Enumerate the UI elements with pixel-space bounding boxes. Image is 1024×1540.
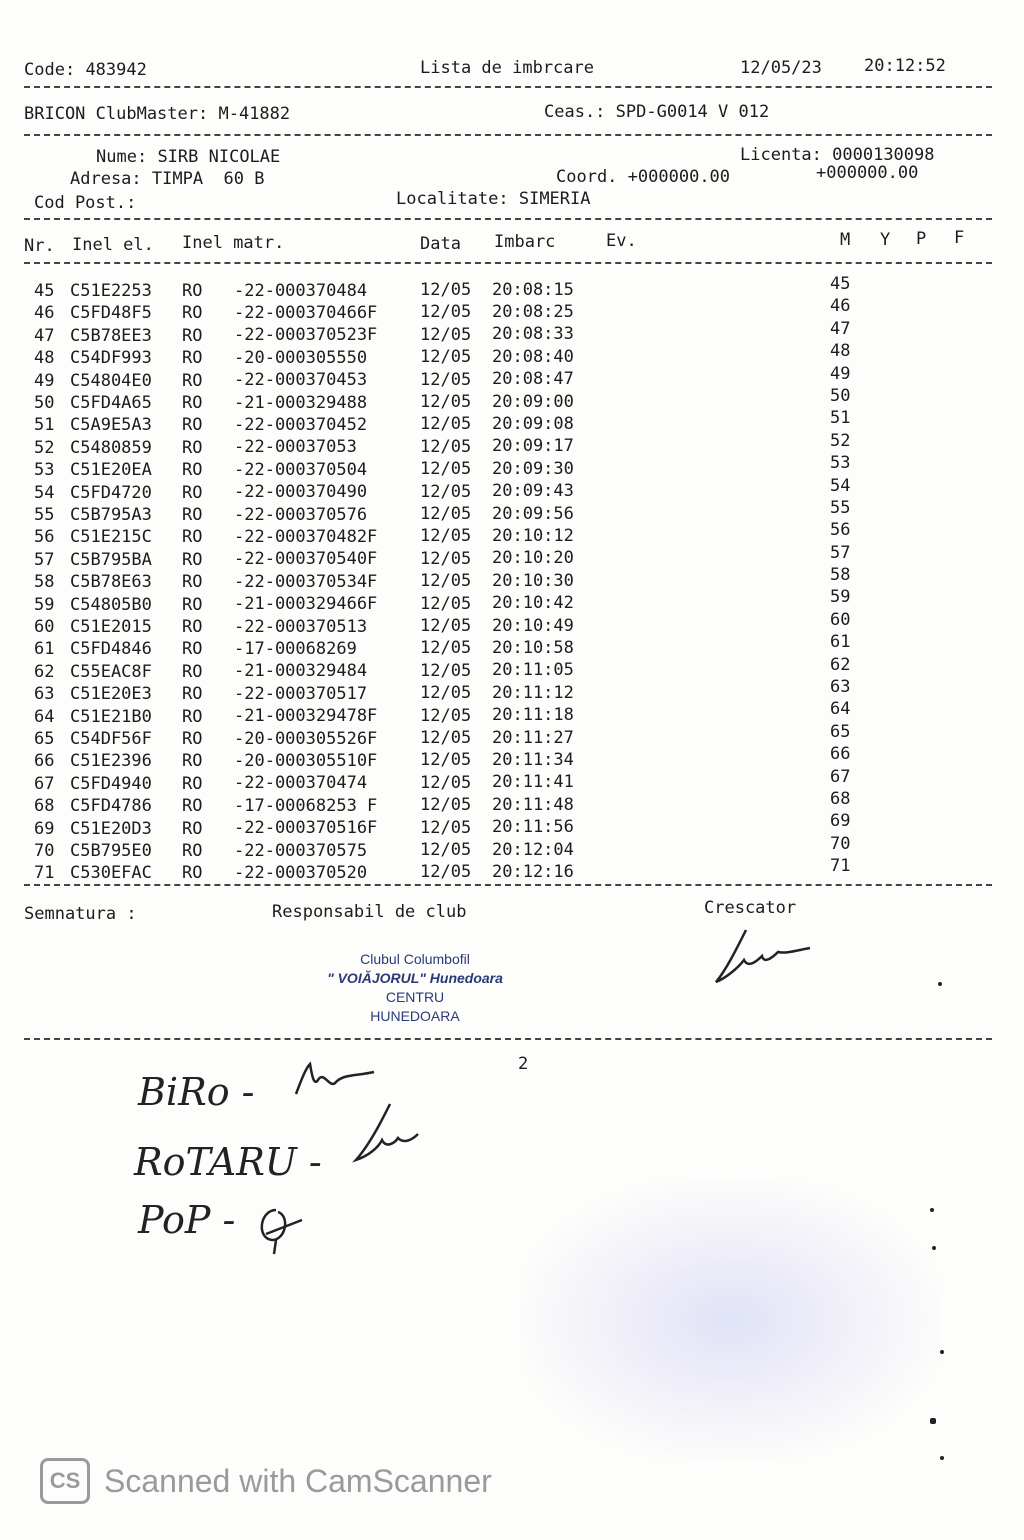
row-country: RO [182,281,203,301]
row-country: RO [182,841,203,861]
m-column [830,273,850,878]
row-nr: 48 [34,348,55,369]
row-inel-matr: -22-000370517 [234,683,368,704]
row-inel-el: C51E2015 [70,617,152,637]
row-date: 12/05 [420,481,472,502]
row-country: RO [182,325,203,346]
row-time: 20:09:30 [492,458,574,479]
row-m-value: 71 [830,856,851,877]
licenta-label: Licenta: [740,145,822,165]
row-country: RO [182,729,203,749]
row-inel-matr: -20-000305510F [234,750,378,771]
row-nr: 56 [34,527,55,548]
handwritten-pop: PoP - [138,1198,236,1242]
row-time: 20:08:40 [492,346,574,367]
coord-field [556,167,730,187]
divider [24,884,992,886]
row-nr: 67 [34,773,55,794]
row-inel-el: C51E215C [70,527,152,548]
row-time: 20:09:00 [492,391,574,412]
divider [24,86,992,88]
nume-field [96,147,280,167]
coord-label: Coord. [556,167,618,187]
col-nr: Nr. [24,236,55,256]
row-inel-matr: -22-000370453 [234,370,368,391]
row-m-value: 65 [830,721,851,742]
row-country: RO [182,706,203,727]
code-label: Code: [24,60,76,80]
row-m-value: 52 [830,430,851,451]
row-m-value: 54 [830,475,851,496]
row-inel-matr: -22-000370534F [234,571,378,592]
row-inel-matr: -22-000370516F [234,818,378,839]
row-m-value: 51 [830,408,851,429]
col-inel-el: Inel el. [72,235,154,255]
ceas-label: Ceas.: [544,102,606,122]
stamp-line-4: HUNEDOARA [370,1008,460,1024]
page-number: 2 [518,1054,529,1074]
row-nr: 71 [34,863,55,884]
row-date: 12/05 [420,526,472,547]
row-time: 20:11:48 [492,794,574,815]
row-date: 12/05 [420,414,472,435]
row-inel-el: C5FD4A65 [70,393,152,413]
row-m-value: 50 [830,385,851,406]
row-inel-matr: -22-000370513 [234,616,368,637]
row-m-value: 45 [830,274,851,294]
row-m-value: 46 [830,296,851,317]
row-inel-matr: -22-000370490 [234,482,368,503]
row-nr: 55 [34,505,55,525]
row-time: 20:10:42 [492,593,574,614]
speck [930,1418,936,1424]
row-date: 12/05 [420,660,472,681]
row-inel-matr: -22-000370474 [234,773,368,794]
row-country: RO [182,796,203,817]
row-time: 20:09:17 [492,436,574,457]
row-country: RO [182,572,203,593]
col-data: Data [420,234,461,254]
row-m-value: 58 [830,565,851,586]
row-inel-el: C5FD4846 [70,639,152,660]
row-time: 20:08:47 [492,369,574,390]
row-nr: 65 [34,729,55,749]
row-inel-matr: -17-00068253 F [234,795,378,816]
row-m-value: 56 [830,520,851,541]
row-inel-matr: -21-000329466F [234,594,378,615]
row-country: RO [182,437,203,458]
divider [24,1038,992,1040]
row-m-value: 66 [830,744,851,765]
row-inel-el: C54805B0 [70,594,152,615]
row-date: 12/05 [420,369,472,390]
row-time: 20:11:27 [492,727,574,748]
row-country: RO [182,617,203,637]
row-time: 20:11:18 [492,705,574,726]
row-date: 12/05 [420,638,472,659]
row-country: RO [182,370,203,391]
localitate-label: Localitate: [396,189,509,209]
row-m-value: 63 [830,677,851,698]
camscanner-logo-icon: CS [40,1458,90,1504]
row-inel-matr: -22-000370523F [234,325,378,346]
rotaru-signature [350,1100,430,1170]
semnatura-label: Semnatura : [24,904,137,924]
row-inel-el: C51E20D3 [70,818,152,839]
row-inel-el: C55EAC8F [70,661,152,682]
col-inel-matr: Inel matr. [182,233,285,253]
clubmaster-label: BRICON ClubMaster: [24,104,209,124]
row-nr: 69 [34,818,55,839]
header-time: 20:12:52 [864,56,946,76]
row-inel-el: C530EFAC [70,863,152,884]
row-time: 20:10:58 [492,637,574,658]
localitate-value: SIMERIA [518,189,591,209]
row-inel-el: C54804E0 [70,370,152,391]
header-date: 12/05/23 [740,58,822,78]
row-time: 20:12:16 [492,861,574,882]
row-nr: 45 [34,281,55,301]
row-time: 20:08:33 [492,324,574,345]
row-nr: 58 [34,572,55,593]
code-field [24,60,147,80]
row-nr: 47 [34,325,55,346]
row-inel-el: C5B795A3 [70,505,152,525]
row-nr: 52 [34,437,55,458]
row-time: 20:11:56 [492,817,574,838]
row-inel-el: C5FD48F5 [70,303,152,324]
row-date: 12/05 [420,571,472,592]
row-inel-matr: -22-000370466F [234,302,378,323]
row-date: 12/05 [420,750,472,771]
row-time: 20:10:20 [492,548,574,569]
col-m: M [840,230,851,250]
coord-x: +000000.00 [627,167,731,187]
row-inel-matr: -22-000370520 [234,862,368,883]
row-m-value: 48 [830,341,851,362]
row-country: RO [182,505,203,525]
row-nr: 60 [34,617,55,637]
nume-value: SIRB NICOLAE [157,147,281,167]
row-inel-matr: -20-000305526F [234,728,378,749]
row-time: 20:08:25 [492,301,574,322]
row-nr: 46 [34,303,55,324]
scan-discoloration [520,1180,940,1460]
col-ev: Ev. [606,231,637,251]
row-date: 12/05 [420,795,472,816]
row-date: 12/05 [420,459,472,480]
row-nr: 50 [34,393,55,413]
speck [940,1456,944,1460]
row-country: RO [182,661,203,682]
pop-signature [246,1198,316,1258]
row-inel-el: C5FD4786 [70,796,152,817]
speck [932,1246,936,1250]
col-y: Y [880,230,891,250]
row-inel-matr: -22-000370482F [234,526,378,547]
row-m-value: 70 [830,833,851,854]
document-title: Lista de imbrcare [420,58,594,78]
row-inel-el: C5A9E5A3 [70,415,152,436]
row-inel-el: C5B795BA [70,549,152,570]
row-inel-matr: -22-000370504 [234,459,368,480]
row-inel-el: C5480859 [70,437,152,458]
row-time: 20:12:04 [492,839,574,860]
row-country: RO [182,818,203,839]
row-inel-el: C5B78E63 [70,572,152,593]
row-date: 12/05 [420,436,472,457]
handwritten-biro: BiRo - [138,1070,255,1114]
row-date: 12/05 [420,705,472,726]
clubmaster-value: M-41882 [218,104,291,124]
row-inel-matr: -22-000370540F [234,549,378,570]
watermark-text: Scanned with CamScanner [104,1462,492,1499]
row-date: 12/05 [420,593,472,614]
row-inel-el: C5FD4720 [70,482,152,503]
row-time: 20:11:05 [492,660,574,681]
row-date: 12/05 [420,616,472,636]
code-value: 483942 [85,60,147,80]
row-country: RO [182,751,203,772]
biro-signature [290,1060,390,1100]
speck [930,1208,934,1212]
row-nr: 54 [34,482,55,503]
row-country: RO [182,460,203,481]
row-country: RO [182,863,203,884]
col-imbarc: Imbarc [494,232,556,252]
row-inel-matr: -21-000329478F [234,706,378,727]
row-country: RO [182,549,203,570]
handwritten-rotaru: RoTARU - [134,1140,322,1184]
speck [938,982,942,986]
codpost-label: Cod Post.: [34,193,137,213]
row-m-value: 68 [830,788,851,809]
row-inel-el: C51E20E3 [70,684,152,705]
row-inel-matr: -22-000370575 [234,840,368,861]
row-m-value: 57 [830,542,851,563]
row-date: 12/05 [420,728,472,748]
row-inel-matr: -22-00037053 [234,437,357,458]
row-inel-el: C51E2396 [70,751,152,772]
club-stamp [300,950,530,1026]
row-inel-matr: -22-000370452 [234,414,368,435]
clubmaster-field [24,104,290,124]
row-inel-matr: -17-00068269 [234,638,357,659]
responsabil-label: Responsabil de club [272,902,467,922]
row-date: 12/05 [420,302,472,323]
row-nr: 53 [34,460,55,481]
row-nr: 61 [34,639,55,660]
row-m-value: 53 [830,453,851,474]
row-time: 20:09:08 [492,413,574,434]
row-inel-matr: -20-000305550 [234,347,368,368]
row-inel-matr: -21-000329484 [234,661,368,682]
row-m-value: 61 [830,632,851,653]
row-country: RO [182,639,203,660]
row-m-value: 60 [830,609,851,630]
row-country: RO [182,482,203,503]
row-country: RO [182,415,203,436]
row-date: 12/05 [420,683,472,704]
licenta-value: 0000130098 [832,145,935,165]
row-date: 12/05 [420,324,472,345]
row-date: 12/05 [420,548,472,569]
row-inel-el: C5FD4940 [70,773,152,794]
crescator-signature [706,920,826,1000]
row-date: 12/05 [420,817,472,838]
row-date: 12/05 [420,862,472,883]
col-f: F [954,228,965,248]
row-nr: 68 [34,796,55,817]
row-time: 20:11:34 [492,749,574,770]
row-country: RO [182,773,203,794]
row-country: RO [182,393,203,413]
row-inel-matr: -22-000370576 [234,504,368,525]
stamp-line-2: " VOIĂJORUL" Hunedoara [327,970,503,986]
row-nr: 62 [34,661,55,682]
row-m-value: 47 [830,318,851,339]
row-date: 12/05 [420,840,472,860]
row-nr: 66 [34,751,55,772]
row-inel-matr: -22-000370484 [234,280,368,301]
row-inel-el: C51E2253 [70,281,152,301]
row-country: RO [182,303,203,324]
row-nr: 64 [34,706,55,727]
row-date: 12/05 [420,504,472,524]
row-nr: 57 [34,549,55,570]
crescator-label: Crescator [704,898,797,918]
row-inel-el: C5B78EE3 [70,325,152,346]
row-inel-matr: -21-000329488 [234,392,368,413]
row-nr: 70 [34,841,55,861]
row-m-value: 62 [830,654,851,675]
row-nr: 63 [34,684,55,705]
row-time: 20:10:30 [492,570,574,591]
row-m-value: 59 [830,587,851,608]
coord-y: +000000.00 [816,163,919,183]
row-time: 20:10:12 [492,525,574,546]
divider [24,218,992,220]
row-time: 20:09:56 [492,503,574,524]
row-country: RO [182,348,203,369]
row-country: RO [182,684,203,705]
row-m-value: 64 [830,699,851,720]
row-inel-el: C51E21B0 [70,706,152,727]
col-p: P [916,229,927,249]
row-time: 20:11:12 [492,682,574,703]
row-country: RO [182,594,203,615]
row-time: 20:11:41 [492,772,574,793]
ceas-value: SPD-G0014 V 012 [615,102,770,122]
row-date: 12/05 [420,280,472,300]
row-inel-el: C5B795E0 [70,841,152,861]
licenta-field [740,145,935,165]
row-inel-el: C54DF56F [70,729,152,749]
nume-label: Nume: [96,147,148,167]
row-nr: 51 [34,415,55,436]
row-date: 12/05 [420,772,472,793]
row-date: 12/05 [420,392,472,412]
row-inel-el: C54DF993 [70,348,152,369]
row-time: 20:10:49 [492,615,574,636]
adresa-label: Adresa: [70,169,142,189]
divider [24,134,992,136]
row-m-value: 69 [830,811,851,832]
adresa-field [70,169,265,189]
divider [24,262,992,264]
row-country: RO [182,527,203,548]
adresa-value: TIMPA 60 B [151,169,265,189]
row-nr: 59 [34,594,55,615]
ceas-field [544,102,769,122]
row-date: 12/05 [420,347,472,368]
speck [940,1350,944,1354]
localitate-field [396,189,591,209]
row-nr: 49 [34,370,55,391]
stamp-line-3: CENTRU [385,989,445,1005]
camscanner-watermark [40,1458,492,1504]
row-time: 20:09:43 [492,481,574,502]
stamp-line-1: Clubul Columbofil [360,951,470,967]
row-m-value: 67 [830,766,851,787]
row-m-value: 49 [830,363,851,384]
row-inel-el: C51E20EA [70,460,152,481]
row-time: 20:08:15 [492,279,574,300]
row-m-value: 55 [830,497,851,518]
